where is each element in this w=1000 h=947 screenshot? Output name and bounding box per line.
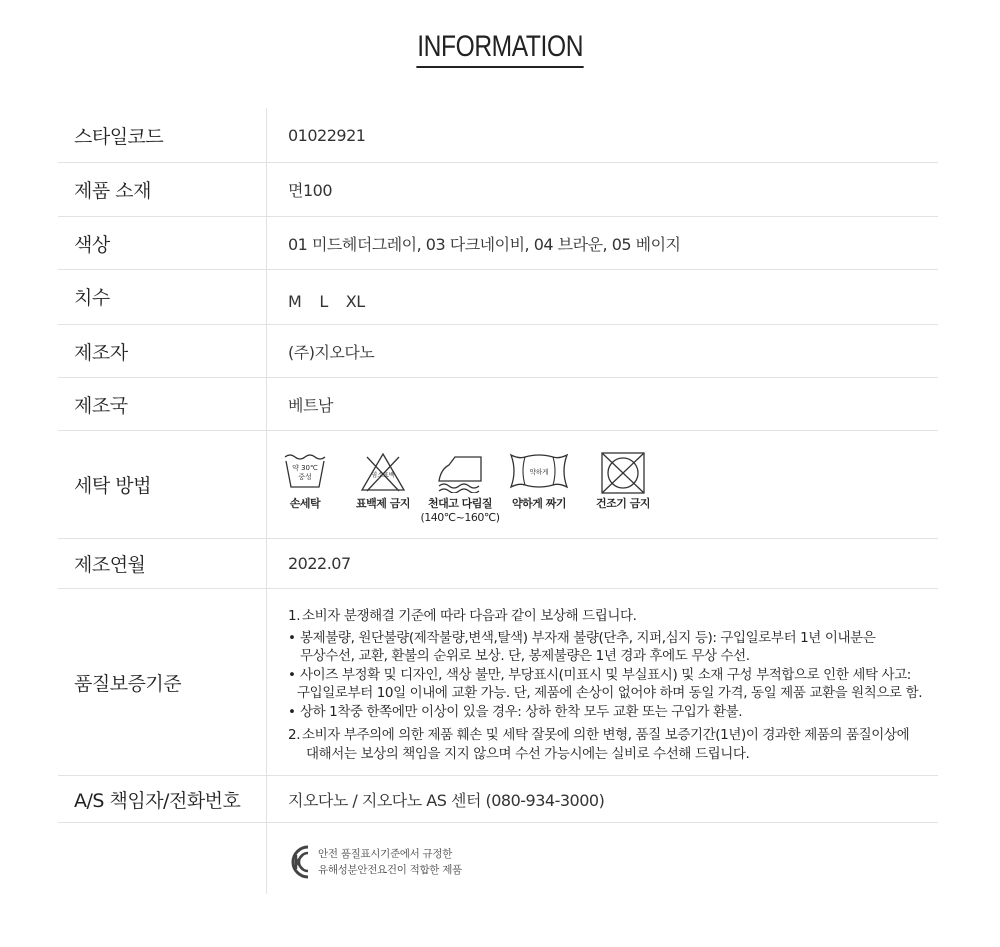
kc-line: 안전 품질표시기준에서 규정한 [318,848,453,860]
size-option: M [288,291,302,311]
no-bleach-text: 염소표백 [371,472,395,479]
quality-bullet: • 사이즈 부정확 및 디자인, 색상 불만, 부당표시(미표시 및 부실표시) 및 소재 구성 부적합으로 인한 세탁 사고: [288,666,911,683]
no-bleach-icon [359,451,407,493]
quality-text [288,607,928,763]
row-material [58,163,938,217]
row-maker [58,325,938,378]
gentle-wring-icon [509,451,569,491]
wash-icons [280,451,658,525]
row-value: (주)지오다노 [288,342,375,362]
quality-item-cont: 대해서는 보상의 책임을 지지 않으며 수선 가능시에는 실비로 수선해 드립니다. [306,745,750,762]
row-kc [58,823,938,894]
wash-item [278,451,332,525]
row-label: 품질보증기준 [74,672,182,695]
kc-text [318,846,462,878]
row-as [58,776,938,823]
row-wash [58,431,938,539]
page-title [0,30,1000,68]
row-style-code [58,108,938,163]
wash-item [588,451,658,525]
wash-item [420,451,500,525]
row-size [58,270,938,325]
info-table [58,108,938,894]
row-value: 지오다노 / 지오다노 AS 센터 (080-934-3000) [288,790,605,810]
wash-caption: 천대고 다림질 [427,497,493,510]
row-date [58,539,938,589]
wash-caption: 손세탁 [289,497,321,510]
size-list [288,270,928,324]
row-label: 제조연월 [74,554,146,576]
row-value: 베트남 [288,395,333,415]
wash-caption: 약하게 짜기 [512,497,566,510]
kc-logo-icon [288,843,312,881]
quality-bullet: • 상하 1착중 한쪽에만 이상이 있을 경우: 상하 한착 모두 교환 또는 구입가 환불. [288,703,743,720]
row-label: 색상 [74,233,110,256]
row-label: A/S 책임자/전화번호 [74,789,241,812]
wash-caption: 표백제 금지 [356,497,410,510]
row-value: 01 미드헤더그레이, 03 다크네이비, 04 브라운, 05 베이지 [288,234,681,254]
row-label: 치수 [74,286,110,309]
iron-icon [435,451,485,493]
quality-bullet: • 봉제불량, 원단불량(제작불량,변색,탈색) 부자재 불량(단추, 지퍼,심지 등): 구입일로부터 1년 이내분은 [288,629,876,646]
kc-mark [288,843,462,881]
quality-item: 1. 소비자 분쟁해결 기준에 따라 다음과 같이 보상해 드립니다. [288,608,637,624]
hand-wash-detergent: 중성 [298,473,312,481]
quality-bullet-cont: 구입일로부터 10일 이내에 교환 가능. 단, 제품에 손상이 없어야 하며 동일 가격, 동일 제품 교환을 원칙으로 함. [297,685,923,701]
no-tumble-dry-icon [600,451,646,495]
quality-bullet-cont: 무상수선, 교환, 환불의 순위로 보상. 단, 봉제불량은 1년 경과 후에도 무상 수선. [300,648,750,664]
wash-subcaption: (140℃~160℃) [420,511,500,524]
quality-item: 2. 소비자 부주의에 의한 제품 훼손 및 세탁 잘못에 의한 변형, 품질 보증기간(1년)이 경과한 제품의 품질이상에 [288,727,910,743]
wash-item [348,451,418,525]
row-country [58,378,938,431]
hand-wash-icon [283,451,327,491]
row-quality [58,589,938,776]
size-option: XL [345,291,365,311]
row-color [58,217,938,270]
wash-caption: 건조기 금지 [596,497,650,510]
kc-line: 유해성분안전요건이 적합한 제품 [318,864,462,876]
row-label: 세탁 방법 [74,475,151,497]
gentle-wring-text: 약하게 [529,468,549,476]
page-title-text: INFORMATION [416,30,583,68]
row-label: 제조자 [74,341,128,364]
size-option: L [319,291,328,311]
row-value: 01022921 [288,125,366,145]
wash-item [504,451,574,525]
row-value: 면100 [288,181,332,200]
row-label: 제조국 [74,394,128,417]
row-value: 2022.07 [288,554,351,573]
hand-wash-temp: 약 30℃ [292,464,318,472]
row-label: 제품 소재 [74,180,151,202]
row-label: 스타일코드 [74,125,164,148]
